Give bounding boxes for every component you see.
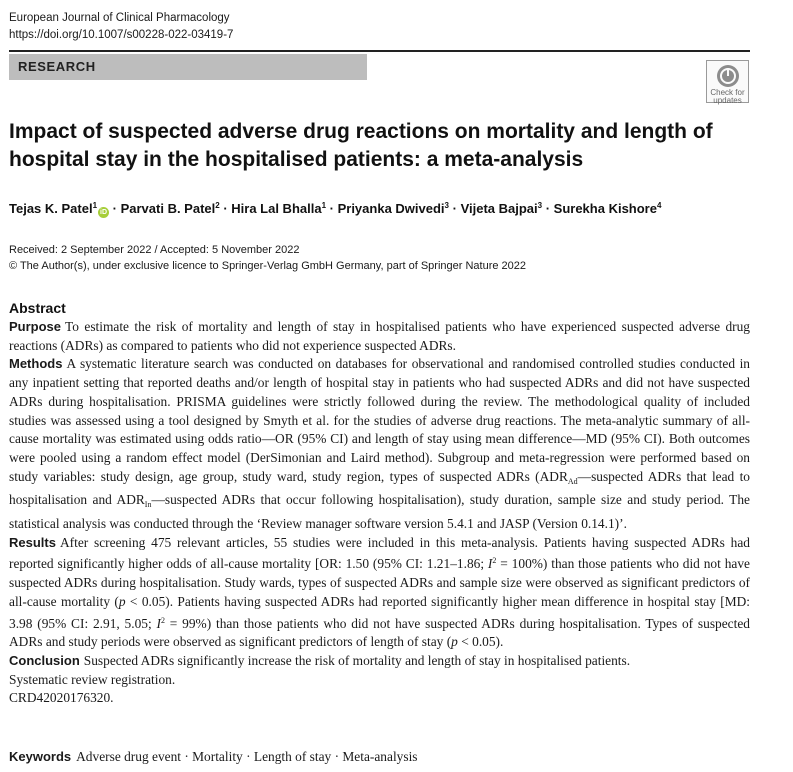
abstract-conclusion xyxy=(9,652,750,671)
results-text: < 0.05). Patients having suspected ADRs had reported significantly higher mean difference in hospital stay [MD: 3.98 (95% CI: 2.91, 5.05; xyxy=(9,593,751,631)
check-for-updates-badge[interactable] xyxy=(706,60,749,103)
abstract-methods xyxy=(9,355,750,533)
results-superscript: 2 xyxy=(161,615,165,625)
purpose-text: To estimate the risk of mortality and length of stay in hospitalised patients who have experienced suspected adverse drug reactions (ADRs) as compared to patients who did not experience suspected ADRs. xyxy=(9,319,750,353)
abstract-results xyxy=(9,534,750,652)
header-rule xyxy=(9,50,750,52)
methods-label: Methods xyxy=(9,356,63,372)
results-superscript: 2 xyxy=(492,556,497,566)
keywords-label: Keywords xyxy=(9,749,72,764)
conclusion-text: Suspected ADRs significantly increase the risk of mortality and length of stay in hospitalised patients. xyxy=(83,652,631,668)
check-updates-icon xyxy=(716,64,740,88)
author-name[interactable]: Priyanka Dwivedi xyxy=(337,201,445,216)
results-p-letter: p xyxy=(451,634,458,650)
author-affiliation: 1 xyxy=(321,201,327,210)
author-affiliation: 3 xyxy=(537,201,543,210)
registration-line: Systematic review registration. xyxy=(9,671,176,687)
author-name[interactable]: Hira Lal Bhalla xyxy=(231,201,322,216)
author-name[interactable]: Tejas K. Patel xyxy=(9,201,93,216)
check-updates-line2: updates xyxy=(713,96,742,105)
registration xyxy=(9,671,750,708)
results-text: After screening 475 relevant articles, 55 studies were included in this meta-analysis. Patients having suspected ADRs had reported significantly higher odds of all-cause mortality [OR: 1.50 (95% CI: 1.21–1.86; xyxy=(9,534,750,572)
methods-text: A systematic literature search was conducted on databases for observational and randomised controlled studies conducted in any inpatient setting that reported deaths and/or length of hospital stay in patients who had suspected ADRs and did not have suspected ADRs during hospitalisation. PRISMA guidelines were strictly followed during the review. The methodological quality of included studies was assessed using a tool designed by Smyth et al. for the studies of adverse drug reactions. The meta-analytic summary of all-cause mortality was estimated using odds ratio—OR (95% CI) and length of stay using mean difference—MD (95% CI). Both outcomes were pooled using a random effect model (DerSimonian and Laird method). Subgroup and meta-regression were performed based on study variables: study design, age group, study ward, study region, types of suspected ADRs (ADR xyxy=(9,356,750,484)
registration-id: CRD42020176320. xyxy=(9,690,114,706)
conclusion-label: Conclusion xyxy=(9,652,80,668)
results-text: = 100%) than those patients who did not have suspected ADRs during hospitalisation. Study wards, types of suspected ADRs and sample size were observed as significant predictors of all-cause mortality ( xyxy=(9,556,750,609)
author-name[interactable]: Surekha Kishore xyxy=(553,201,657,216)
abstract-purpose xyxy=(9,318,750,355)
author-separator: · xyxy=(449,201,461,216)
results-text: < 0.05). xyxy=(457,634,504,650)
methods-text: —suspected ADRs that lead to hospitalisation and ADR xyxy=(9,468,750,508)
results-i-letter: I xyxy=(487,556,493,572)
keywords-text: Adverse drug event · Mortality · Length of stay · Meta-analysis xyxy=(76,749,418,764)
copyright-notice: © The Author(s), under exclusive licence to Springer-Verlag GmbH Germany, part of Springer Nature 2022 xyxy=(9,260,526,272)
article-title: Impact of suspected adverse drug reactions on mortality and length of hospital stay in the hospitalised patients: a meta-analysis xyxy=(9,120,713,171)
journal-header xyxy=(9,10,233,44)
methods-text: —suspected ADRs that occur following hospitalisation), study duration, sample size and study period. The statistical analysis was conducted through the ‘Review manager software version 5.4.1 and JASP (Version 0.14.1)’. xyxy=(9,492,750,532)
author-affiliation: 4 xyxy=(656,201,662,210)
author-affiliation: 3 xyxy=(444,201,449,210)
author-affiliation: 1 xyxy=(92,201,98,210)
received-accepted: Received: 2 September 2022 / Accepted: 5 November 2022 xyxy=(9,244,300,256)
author-separator: · xyxy=(109,201,121,216)
results-text: = 99%) than those patients who did not have suspected ADRs during hospitalisation. Types of suspected ADRs and study periods were observed as significant predictors of length of stay ( xyxy=(9,615,750,650)
publication-dates xyxy=(9,242,526,274)
author-name[interactable]: Vijeta Bajpai xyxy=(460,201,538,216)
methods-subscript: In xyxy=(144,500,152,510)
author-list xyxy=(9,197,661,218)
abstract-section xyxy=(9,298,750,708)
check-updates-line1: Check for xyxy=(710,88,745,97)
purpose-label: Purpose xyxy=(9,319,62,334)
doi-link[interactable]: https://doi.org/10.1007/s00228-022-03419-7 xyxy=(9,29,234,41)
results-label: Results xyxy=(9,534,56,550)
orcid-icon[interactable]: iD xyxy=(100,209,108,216)
author-name[interactable]: Parvati B. Patel xyxy=(120,201,216,216)
keywords-line xyxy=(9,748,418,766)
methods-subscript: Ad xyxy=(567,476,578,486)
results-i-letter: I xyxy=(156,615,161,631)
results-p-letter: p xyxy=(118,593,126,609)
author-separator: · xyxy=(219,201,232,216)
author-separator: · xyxy=(326,201,338,216)
journal-name: European Journal of Clinical Pharmacology xyxy=(9,12,230,24)
author-affiliation: 2 xyxy=(215,201,220,210)
abstract-heading: Abstract xyxy=(9,300,66,316)
section-label: RESEARCH xyxy=(9,54,367,80)
author-separator: · xyxy=(542,201,554,216)
